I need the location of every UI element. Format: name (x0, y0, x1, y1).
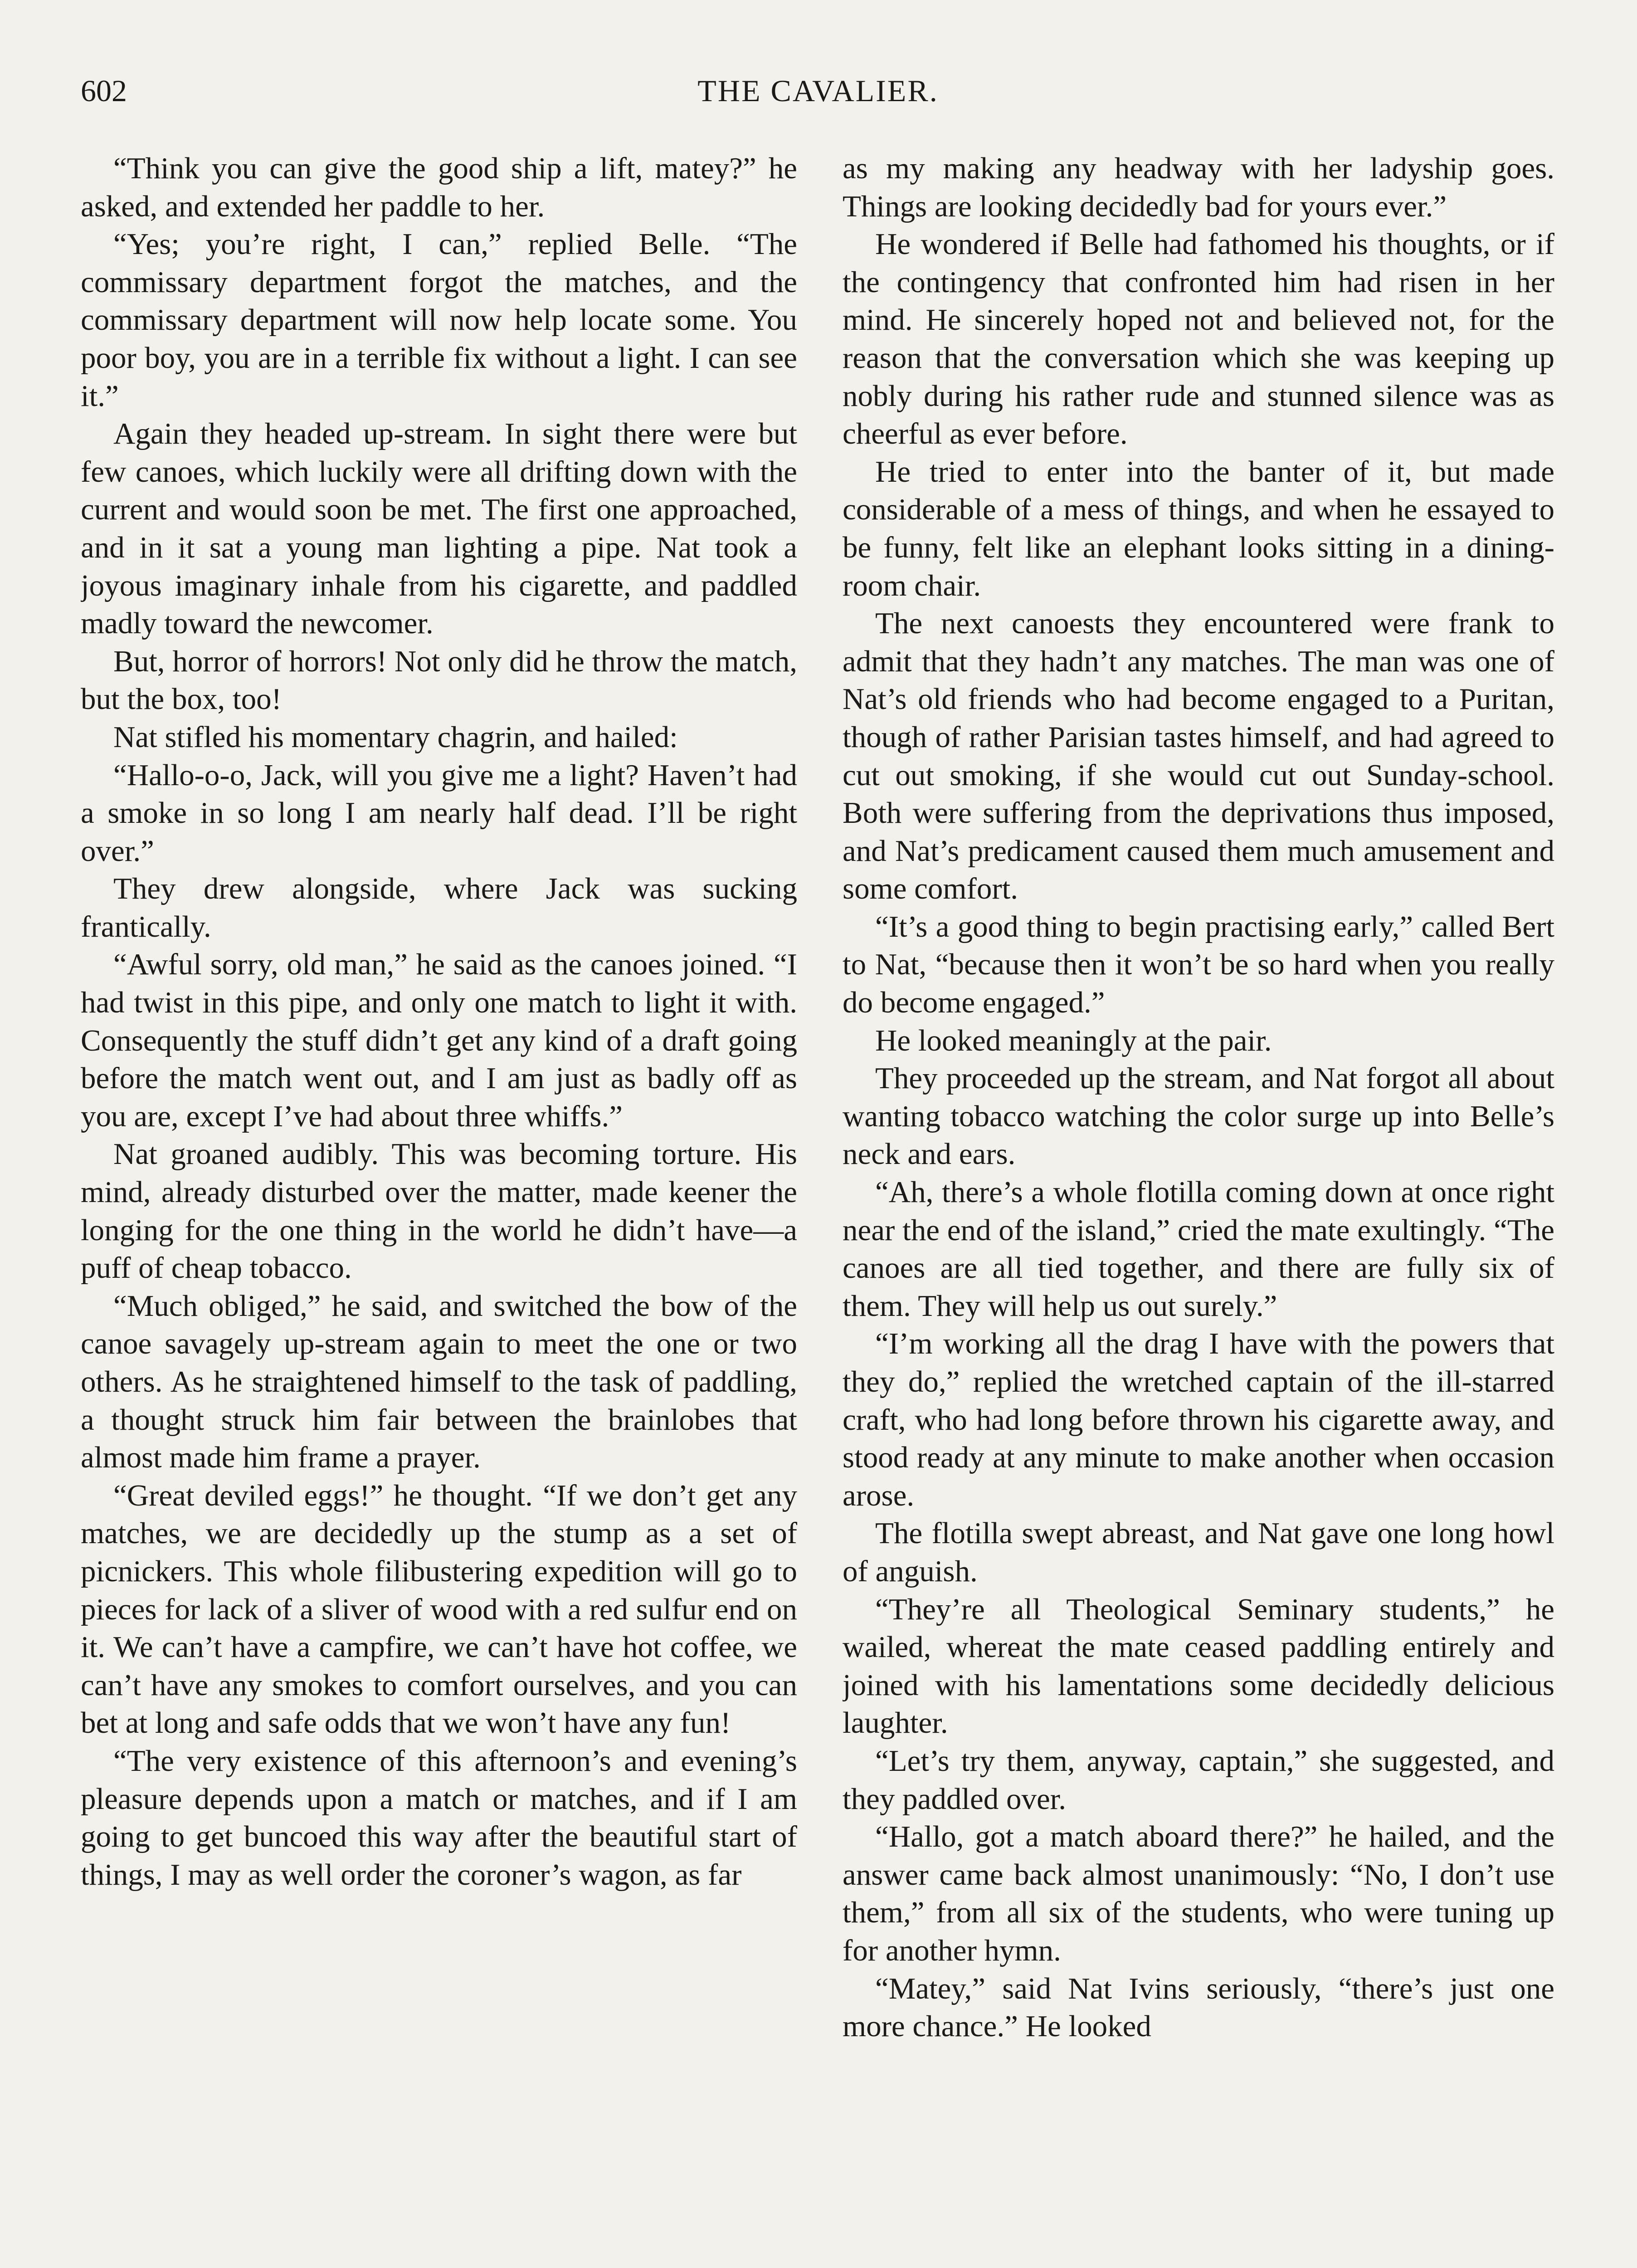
paragraph: Nat groaned audibly. This was becoming torture. His mind, already disturbed over the matter, made keener the longing for the one thing in the world he didn’t have—a puff of cheap tobacco. (81, 1137, 797, 1285)
paragraph: “Think you can give the good ship a lift, matey?” he asked, and extended her paddle to her. (81, 152, 797, 223)
paragraph: “Ah, there’s a whole flotilla coming down at once right near the end of the island,” cried the mate exultingly. “The canoes are all tied together, and there are fully six of them. They will help us out surely.” (843, 1175, 1554, 1323)
running-title: THE CAVALIER. (697, 73, 939, 108)
right-column (843, 150, 1554, 2268)
page-number: 602 (81, 73, 127, 108)
paragraph: “Hallo-o-o, Jack, will you give me a light? Haven’t had a smoke in so long I am nearly half dead. I’ll be right over.” (81, 758, 797, 868)
paragraph: “Awful sorry, old man,” he said as the canoes joined. “I had twist in this pipe, and only one match to light it with. Consequently the stuff didn’t get any kind of a draft going before the match went out, and I am just as badly off as you are, except I’ve had about three whiffs.” (81, 948, 797, 1133)
paragraph: “It’s a good thing to begin practising early,” called Bert to Nat, “because then it won’t be so hard when you really do become engaged.” (843, 909, 1554, 1020)
paragraph: “Much obliged,” he said, and switched the bow of the canoe savagely up-stream again to meet the one or two others. As he straightened himself to the task of paddling, a thought struck him fair between the brainlobes that almost made him frame a prayer. (81, 1289, 797, 1475)
continued-paragraph: as my making any headway with her ladyship goes. Things are looking decidedly bad for yours ever.” (843, 152, 1554, 223)
paragraph: He looked meaningly at the pair. (875, 1023, 1272, 1057)
paragraph: “Yes; you’re right, I can,” replied Belle. “The commissary department forgot the matches, and the commissary department will now help locate some. You poor boy, you are in a terrible fix without a light. I can see it.” (81, 227, 797, 413)
paragraph: They proceeded up the stream, and Nat forgot all about wanting tobacco watching the color surge up into Belle’s neck and ears. (843, 1061, 1554, 1171)
paragraph: They drew alongside, where Jack was sucking frantically. (81, 872, 797, 943)
paragraph: “The very existence of this afternoon’s and evening’s pleasure depends upon a match or matches, and if I am going to get buncoed this way after the beautiful start of things, I may as well order the coroner’s wagon, as far (81, 1744, 797, 1892)
paragraph: “Hallo, got a match aboard there?” he hailed, and the answer came back almost unanimously: “No, I don’t use them,” from all six of the students, who were tuning up for another hymn. (843, 1820, 1554, 1967)
paragraph: “Matey,” said Nat Ivins seriously, “there’s just one more chance.” He looked (843, 1971, 1554, 2043)
paragraph: “They’re all Theological Seminary students,” he wailed, whereat the mate ceased paddling entirely and joined with his lamentations some decidedly delicious laughter. (843, 1592, 1554, 1740)
paragraph: But, horror of horrors! Not only did he throw the match, but the box, too! (81, 644, 797, 716)
paragraph: Again they headed up-stream. In sight there were but few canoes, which luckily were all drifting down with the current and would soon be met. The first one approached, and in it sat a young man lighting a pipe. Nat took a joyous imaginary inhale from his cigarette, and paddled madly toward the newcomer. (81, 417, 797, 640)
paragraph: “Let’s try them, anyway, captain,” she suggested, and they paddled over. (843, 1744, 1554, 1816)
left-column (81, 150, 797, 2268)
paragraph: He tried to enter into the banter of it, but made considerable of a mess of things, and when he essayed to be funny, felt like an elephant looks sitting in a dining-room chair. (843, 455, 1554, 602)
paragraph: “Great deviled eggs!” he thought. “If we don’t get any matches, we are decidedly up the stump as a set of picnickers. This whole filibustering expedition will go to pieces for lack of a sliver of wood with a red sulfur end on it. We can’t have a campfire, we can’t have hot coffee, we can’t have any smokes to comfort ourselves, and you can bet at long and safe odds that we won’t have any fun! (81, 1478, 797, 1740)
page-header (81, 64, 1555, 118)
paragraph: He wondered if Belle had fathomed his thoughts, or if the contingency that confronted him had risen in her mind. He sincerely hoped not and believed not, for the reason that the conversation which she was keeping up nobly during his rather rude and stunned silence was as cheerful as ever before. (843, 227, 1554, 451)
paragraph: The next canoests they encountered were frank to admit that they hadn’t any matches. The man was one of Nat’s old friends who had become engaged to a Puritan, though of rather Parisian tastes himself, and had agreed to cut out smoking, if she would cut out Sunday-school. Both were suffering from the deprivations thus imposed, and Nat’s predicament caused them much amusement and some comfort. (843, 606, 1554, 906)
paragraph: “I’m working all the drag I have with the powers that they do,” replied the wretched captain of the ill-starred craft, who had long before thrown his cigarette away, and stood ready at any minute to make another when occasion arose. (843, 1327, 1554, 1512)
paragraph: Nat stifled his momentary chagrin, and hailed: (113, 720, 678, 754)
paragraph: The flotilla swept abreast, and Nat gave one long howl of anguish. (843, 1516, 1554, 1588)
